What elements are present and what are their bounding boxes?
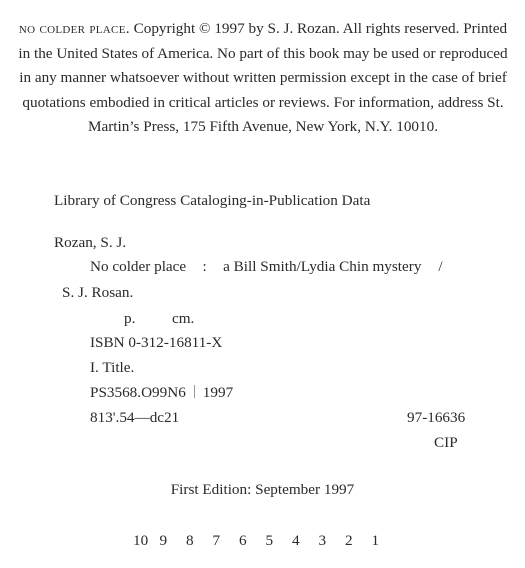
cip-p: p. [124,310,136,327]
cip-lc-class: PS3568.O99N6 [90,384,186,401]
cip-lccn: 97-16636 [407,409,466,426]
separator-bar [194,385,195,398]
cip-header: Library of Congress Cataloging-in-Publication Data [54,192,371,209]
printing-number: 6 [239,532,247,549]
cip-slash: / [438,258,443,275]
cip-dewey: 813'.54—dc21 [90,409,180,426]
cip-subtitle: a Bill Smith/Lydia Chin mystery [223,258,422,275]
cip-title-line [90,258,459,276]
edition-line: First Edition: September 1997 [170,481,355,498]
cip-label: CIP [434,434,458,451]
printing-number: 3 [318,532,327,549]
cip-subject: I. Title. [90,359,135,376]
printing-number: 4 [292,532,300,549]
cip-title-colon: : [202,258,207,275]
printing-number: 10 [133,532,149,549]
cip-isbn: ISBN 0-312-16811-X [90,334,223,351]
printing-number: 1 [371,532,380,549]
printing-number: 9 [159,532,168,549]
printing-number: 2 [345,532,353,549]
cip-cm: cm. [172,310,195,327]
printing-number-line [133,532,398,550]
cip-title: No colder place [90,258,187,275]
printing-number: 7 [212,532,221,549]
cip-author: Rozan, S. J. [54,234,127,251]
book-title-smallcaps: no colder place. [18,20,130,37]
cip-responsibility: S. J. Rosan. [62,284,134,301]
copyright-text: Copyright © 1997 by S. J. Rozan. All rights reserved. Printed in the United States of America. No part of this book may be used or reproduced in any manner whatsoever without written permission except in the case of brief quotations embodied in critical articles or reviews. For information, address St. Martin’s Press, 175 Fifth Avenue, New York, N.Y. 10010. [18,20,508,135]
printing-number: 5 [265,532,274,549]
cip-lc-line [90,384,233,402]
printing-number: 8 [186,532,194,549]
copyright-paragraph [18,17,508,140]
cip-lc-year: 1997 [202,384,234,401]
